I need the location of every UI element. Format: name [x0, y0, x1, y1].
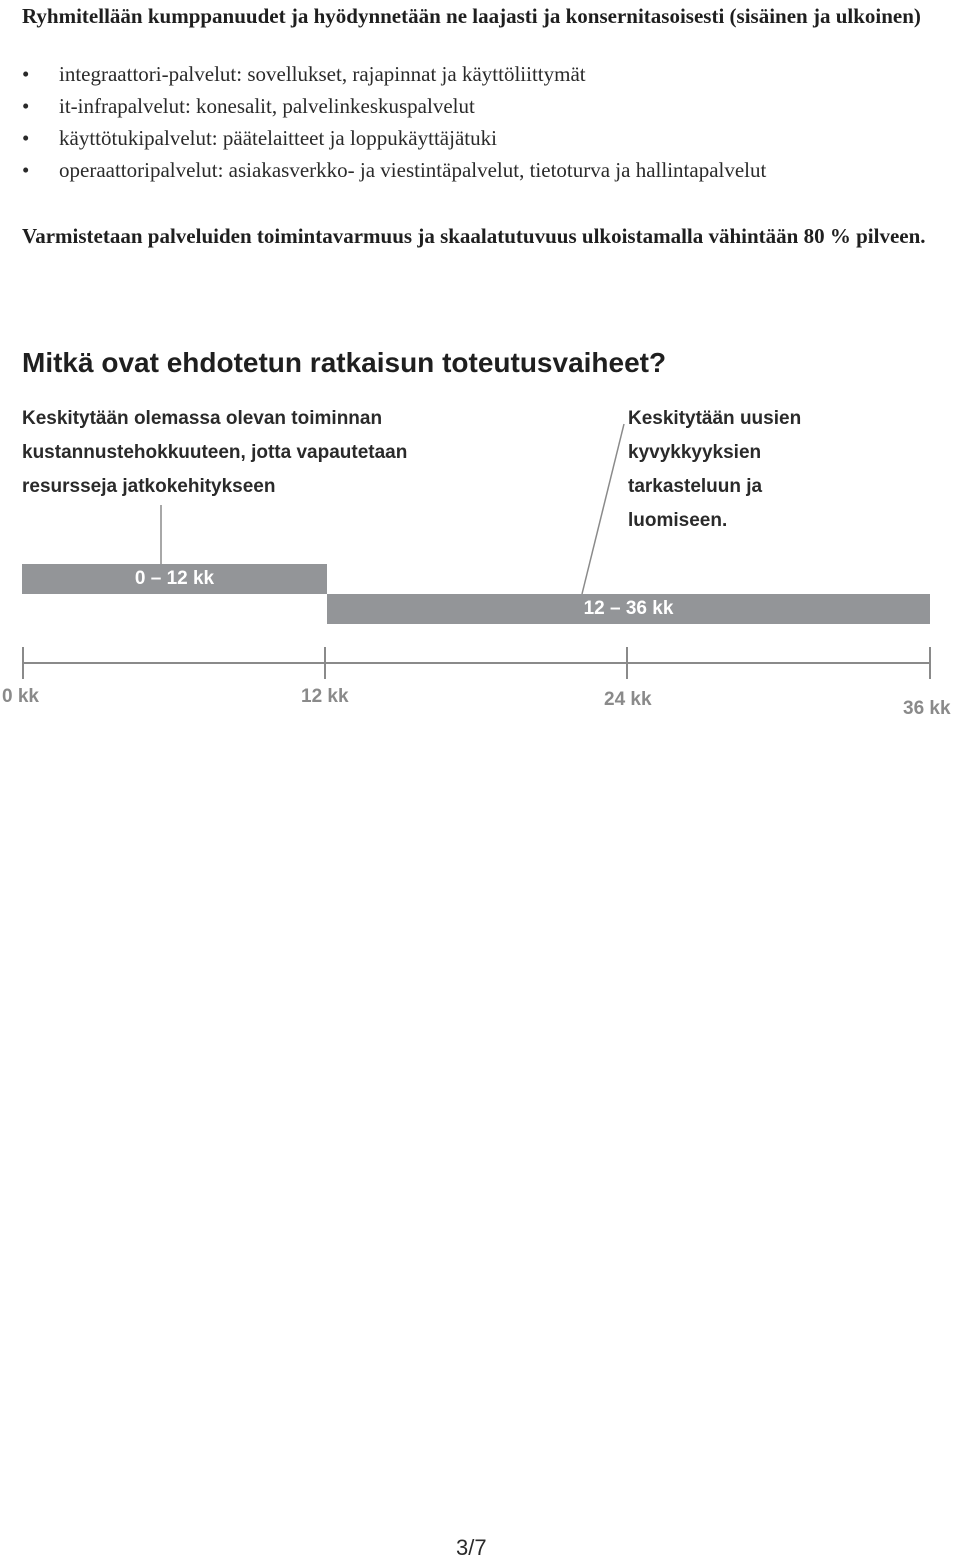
bullet-icon: •	[22, 94, 30, 118]
tick-label-36: 36 kk	[903, 698, 951, 719]
tick-label-24: 24 kk	[604, 689, 652, 710]
description-line: resursseja jatkokehitykseen	[22, 476, 276, 497]
description-line: Keskitytään uusien	[628, 408, 802, 429]
phase-2-bar: 12 – 36 kk	[327, 594, 930, 624]
bullet-icon: •	[22, 126, 30, 150]
timeline-title: Mitkä ovat ehdotetun ratkaisun toteutusvaiheet?	[22, 347, 667, 378]
list-item-text: operaattoripalvelut: asiakasverkko- ja viestintäpalvelut, tietoturva ja hallintapalvelut	[59, 158, 767, 182]
description-line: kustannustehokkuuteen, jotta vapautetaan	[22, 442, 408, 463]
description-line: Keskitytään olemassa olevan toiminnan	[22, 408, 383, 429]
timeline-graphics	[0, 0, 960, 760]
tick-label-12: 12 kk	[301, 686, 349, 707]
tick-label-0: 0 kk	[2, 686, 39, 707]
bullet-icon: •	[22, 62, 30, 86]
description-line: luomiseen.	[628, 510, 728, 531]
description-line: kyvykkyyksien	[628, 442, 762, 463]
intro-heading: Ryhmitellään kumppanuudet ja hyödynnetään ne laajasti ja konsernitasoisesti (sisäinen ja ulkoinen)	[22, 4, 921, 28]
phase-1-bar: 0 – 12 kk	[22, 564, 327, 594]
list-item-text: integraattori-palvelut: sovellukset, rajapinnat ja käyttöliittymät	[59, 62, 586, 86]
cloud-statement: Varmistetaan palveluiden toimintavarmuus ja skaalatutuvuus ulkoistamalla vähintään 80 % pilveen.	[22, 224, 926, 248]
list-item-text: käyttötukipalvelut: päätelaitteet ja loppukäyttäjätuki	[59, 126, 497, 150]
page-number: 3/7	[456, 1535, 487, 1560]
description-line: tarkasteluun ja	[628, 476, 763, 497]
list-item-text: it-infrapalvelut: konesalit, palvelinkeskuspalvelut	[59, 94, 475, 118]
bullet-icon: •	[22, 158, 30, 182]
phase-2-connector	[582, 424, 624, 594]
